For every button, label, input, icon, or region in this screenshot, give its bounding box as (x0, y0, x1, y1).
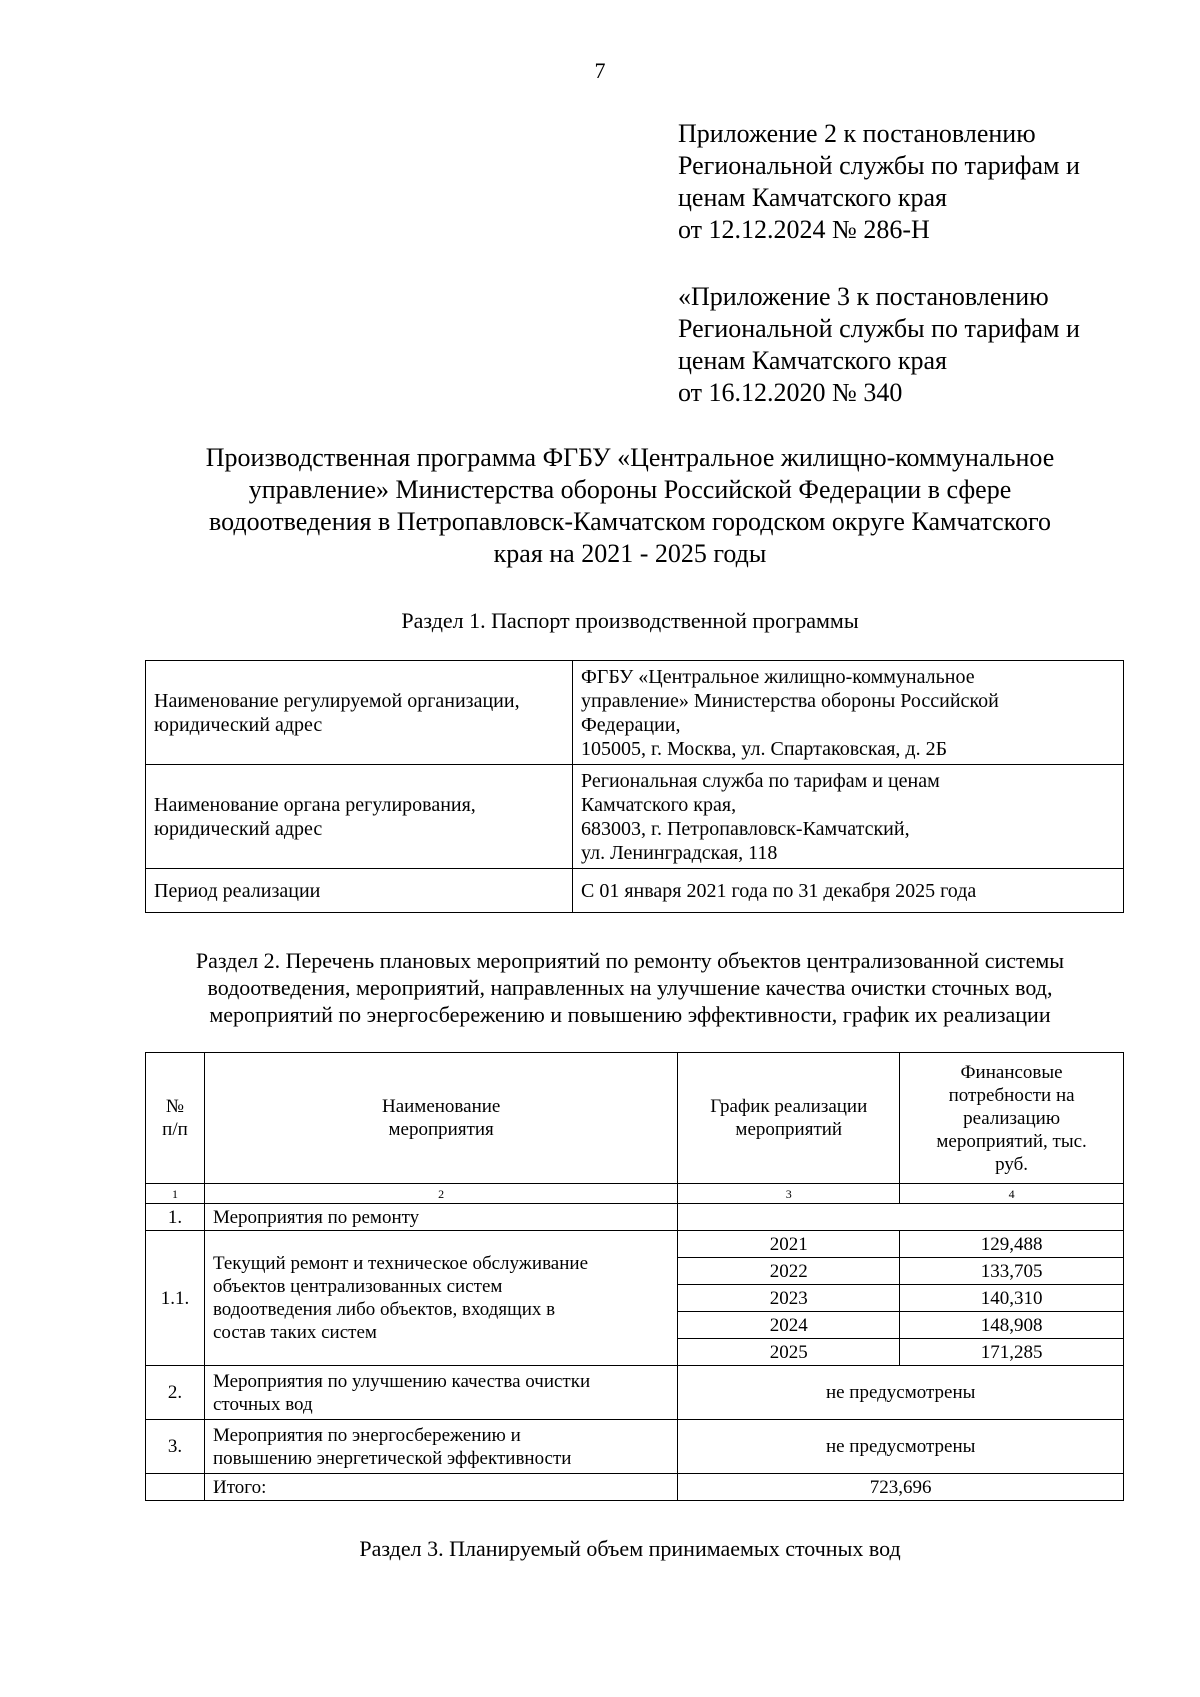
annex-current (678, 118, 1178, 246)
value-line: Камчатского края, (581, 793, 737, 816)
row-empty (678, 1204, 1124, 1231)
title-line: водоотведения в Петропавловск-Камчатском городском округе Камчатского (209, 507, 1051, 536)
total-label: Итого: (204, 1474, 677, 1501)
header-line: мероприятий, тыс. (936, 1130, 1087, 1152)
passport-label (146, 869, 573, 913)
measures-table (145, 1052, 1124, 1501)
section3-title-text: Раздел 3. Планируемый объем принимаемых сточных вод (359, 1536, 901, 1561)
page-number: 7 (594, 58, 606, 83)
row-num: 2. (146, 1366, 205, 1420)
annex-current-line: ценам Камчатского края (678, 183, 947, 212)
row-status: не предусмотрены (678, 1366, 1124, 1420)
year-cell: 2021 (678, 1231, 900, 1258)
label-line: Период реализации (154, 879, 321, 902)
header-line: № (165, 1096, 185, 1117)
passport-label (146, 661, 573, 765)
passport-value (573, 869, 1124, 913)
section3-title (80, 1535, 1180, 1562)
header-line: мероприятия (388, 1119, 494, 1140)
section2-title-line: мероприятий по энергосбережению и повышению эффективности, график их реализации (209, 1002, 1051, 1027)
passport-row-organization (146, 661, 1124, 765)
total-row (146, 1474, 1124, 1501)
header-name (204, 1053, 677, 1184)
label-line: юридический адрес (154, 817, 323, 840)
total-value: 723,696 (678, 1474, 1124, 1501)
title-line: управление» Министерства обороны Российской Федерации в сфере (248, 475, 1012, 504)
year-cell: 2024 (678, 1312, 900, 1339)
annex-previous-line: от 16.12.2020 № 340 (678, 378, 903, 407)
name-line: повышению энергетической эффективности (212, 1447, 572, 1469)
value-cell: 148,908 (900, 1312, 1124, 1339)
column-index-row (146, 1184, 1124, 1204)
value-line: 683003, г. Петропавловск-Камчатский, (581, 817, 910, 840)
passport-value (573, 765, 1124, 869)
name-line: Текущий ремонт и техническое обслуживание (212, 1253, 589, 1274)
header-line: Наименование (381, 1096, 501, 1117)
name-line: Мероприятия по улучшению качества очистки (212, 1370, 591, 1392)
value-line: Федерации, (581, 713, 681, 736)
name-line: Мероприятия по энергосбережению и (212, 1424, 521, 1446)
value-line: ФГБУ «Центральное жилищно-коммунальное (581, 665, 975, 688)
header-num (146, 1053, 205, 1184)
label-line: Наименование органа регулирования, (154, 793, 476, 816)
row-name (204, 1420, 677, 1474)
header-line: п/п (162, 1119, 188, 1140)
value-line: ул. Ленинградская, 118 (581, 841, 778, 864)
annex-current-line: Приложение 2 к постановлению (678, 119, 1036, 148)
column-index: 2 (204, 1184, 677, 1204)
table-row (146, 1420, 1124, 1474)
header-line: График реализации (710, 1096, 868, 1117)
row-status: не предусмотрены (678, 1420, 1124, 1474)
header-finance (900, 1053, 1124, 1184)
value-cell: 140,310 (900, 1285, 1124, 1312)
row-name (204, 1231, 677, 1366)
row-num (146, 1474, 205, 1501)
section2-title-line: Раздел 2. Перечень плановых мероприятий по ремонту объектов централизованной системы (195, 948, 1065, 973)
value-cell: 129,488 (900, 1231, 1124, 1258)
annex-previous-line: ценам Камчатского края (678, 346, 947, 375)
row-num: 1. (146, 1204, 205, 1231)
name-line: объектов централизованных систем (212, 1276, 503, 1297)
document-title (80, 442, 1180, 570)
annex-previous (678, 281, 1178, 409)
value-line: Региональная служба по тарифам и ценам (581, 769, 940, 792)
name-line: состав таких систем (212, 1322, 377, 1343)
passport-row-period (146, 869, 1124, 913)
column-index: 1 (146, 1184, 205, 1204)
passport-table (145, 660, 1124, 913)
header-line: потребности на (948, 1084, 1075, 1106)
label-line: юридический адрес (154, 713, 323, 736)
value-cell: 133,705 (900, 1258, 1124, 1285)
annex-previous-line: «Приложение 3 к постановлению (678, 282, 1049, 311)
table-row (146, 1231, 1124, 1258)
value-line: управление» Министерства обороны Российской (581, 689, 999, 712)
section2-title (80, 947, 1180, 1028)
table-row (146, 1204, 1124, 1231)
section1-title (80, 607, 1180, 634)
annex-current-line: Региональной службы по тарифам и (678, 151, 1080, 180)
column-index: 4 (900, 1184, 1124, 1204)
column-index: 3 (678, 1184, 900, 1204)
passport-row-regulator (146, 765, 1124, 869)
passport-value (573, 661, 1124, 765)
header-line: руб. (995, 1153, 1029, 1175)
passport-label (146, 765, 573, 869)
measures-header-row (146, 1053, 1124, 1184)
row-name: Мероприятия по ремонту (204, 1204, 677, 1231)
year-cell: 2023 (678, 1285, 900, 1312)
section2-title-line: водоотведения, мероприятий, направленных на улучшение качества очистки сточных вод, (207, 975, 1053, 1000)
name-line: водоотведения либо объектов, входящих в (212, 1299, 556, 1320)
annex-current-line: от 12.12.2024 № 286-Н (678, 215, 930, 244)
year-cell: 2022 (678, 1258, 900, 1285)
year-cell: 2025 (678, 1339, 900, 1366)
title-line: Производственная программа ФГБУ «Центральное жилищно-коммунальное (205, 443, 1055, 472)
row-num: 1.1. (146, 1231, 205, 1366)
row-name (204, 1366, 677, 1420)
header-schedule (678, 1053, 900, 1184)
title-line: края на 2021 - 2025 годы (493, 539, 767, 568)
header-line: Финансовые (960, 1061, 1063, 1083)
value-line: 105005, г. Москва, ул. Спартаковская, д. 2Б (581, 737, 948, 760)
header-line: реализацию (963, 1107, 1061, 1129)
row-num: 3. (146, 1420, 205, 1474)
value-cell: 171,285 (900, 1339, 1124, 1366)
label-line: Наименование регулируемой организации, (154, 689, 520, 712)
table-row (146, 1366, 1124, 1420)
annex-previous-line: Региональной службы по тарифам и (678, 314, 1080, 343)
value-line: С 01 января 2021 года по 31 декабря 2025 года (581, 879, 977, 902)
header-line: мероприятий (735, 1119, 843, 1140)
section1-title-text: Раздел 1. Паспорт производственной программы (401, 608, 859, 633)
name-line: сточных вод (212, 1393, 313, 1415)
